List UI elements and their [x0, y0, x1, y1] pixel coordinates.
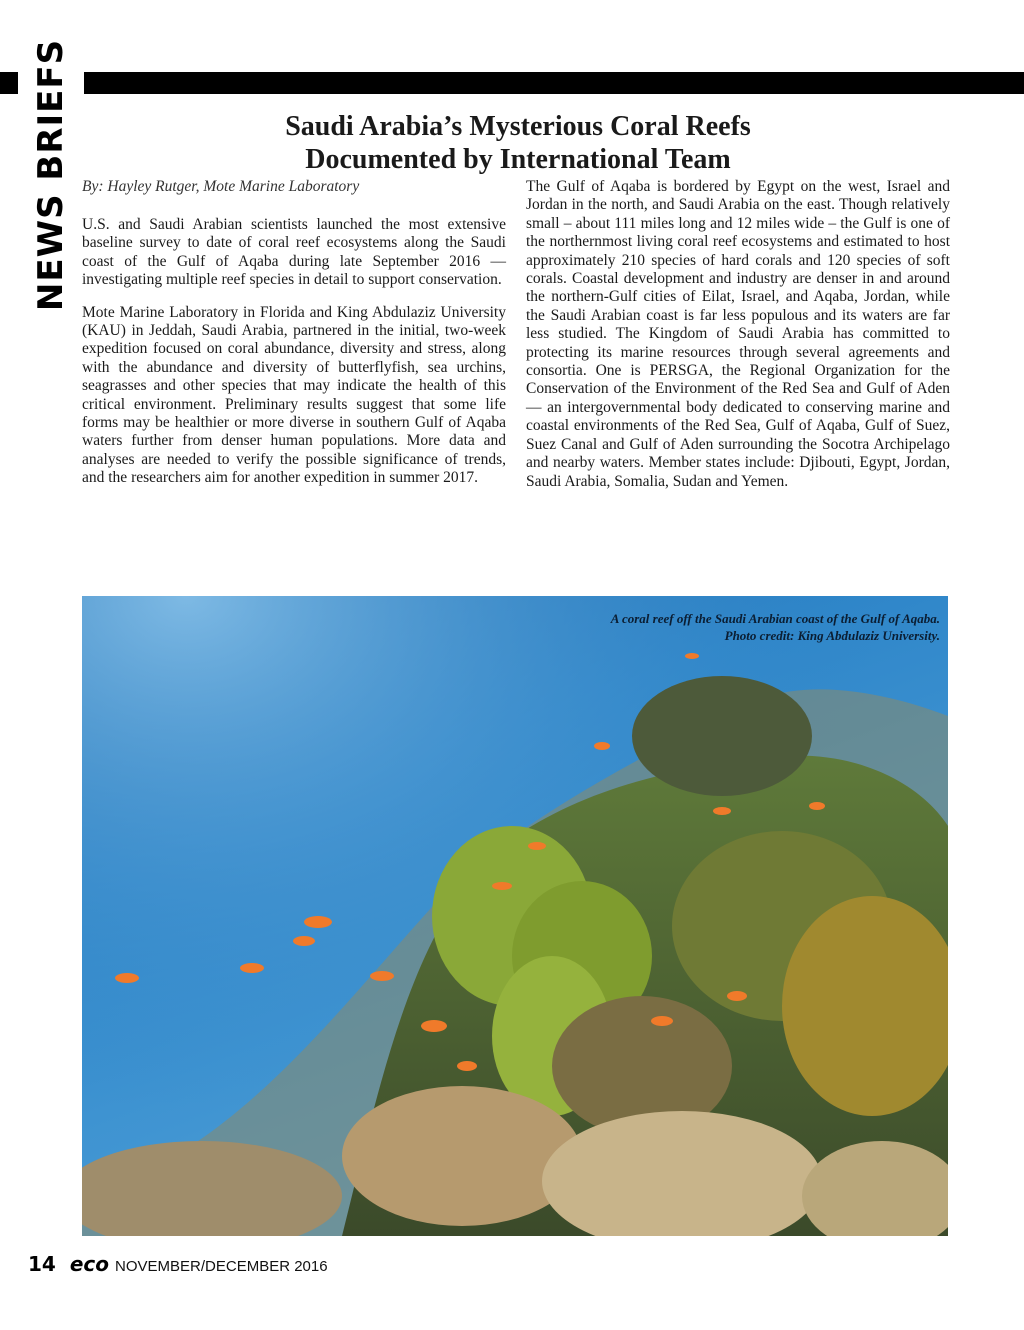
- article-title-line2: Documented by International Team: [305, 144, 731, 175]
- coral-reef-photo: [82, 596, 948, 1236]
- paragraph: Mote Marine Laboratory in Florida and King Abdulaziz University (KAU) in Jeddah, Saudi Arabia, partnered in the initial, two-week expedition focused on coral abundance, diversity and stress, along with the abundance and diversity of butterflyfish, sea urchins, seagrasses and other species that may indicate the health of this critical environment. Preliminary results suggest that some life forms may be healthier or more diverse in southern Gulf of Aqaba waters further from denser human populations. More data and analyses are needed to verify the possible significance of trends, and the researchers aim for another expedition in summer 2017.: [82, 303, 506, 487]
- photo-credit: Photo credit: King Abdulaziz University.: [724, 628, 940, 643]
- photo-caption: [611, 610, 940, 644]
- page-number: 14: [28, 1252, 56, 1276]
- article-title-line1: Saudi Arabia’s Mysterious Coral Reefs: [285, 111, 751, 142]
- issue-date: NOVEMBER/DECEMBER 2016: [115, 1258, 328, 1275]
- coral-reef-illustration: [82, 596, 948, 1236]
- caption-line: A coral reef off the Saudi Arabian coast of the Gulf of Aqaba.: [610, 611, 940, 626]
- page-footer: [28, 1252, 328, 1276]
- paragraph: The Gulf of Aqaba is bordered by Egypt on the west, Israel and Jordan in the north, and Saudi Arabia on the east. Though relatively small – about 111 miles long and 12 miles wide – the Gulf is one of the northernmost living coral reef ecosystems and estimated to host approximately 210 species of hard corals and 120 species of soft corals. Coastal development and industry are denser in and around the northern-Gulf cities of Eilat, Israel, and Aqaba, Jordan, while the Saudi Arabian coast is far less populous and its waters are far less studied. The Kingdom of Saudi Arabia has committed to protecting its marine resources through several agreements and consortia. One is PERSGA, the Regional Organization for the Conservation of the Environment of the Red Sea and Gulf of Aden — an intergovernmental body dedicated to conserving marine and coastal environments of the Red Sea, Gulf of Aqaba, Gulf of Suez, Suez Canal and Gulf of Aden surrounding the Socotra Archipelago and nearby waters. Member states include: Djibouti, Egypt, Jordan, Saudi Arabia, Somalia, Sudan and Yemen.: [526, 178, 950, 490]
- article-title: [160, 110, 876, 176]
- column-left: [82, 216, 506, 488]
- paragraph: U.S. and Saudi Arabian scientists launched the most extensive baseline survey to date of coral reef ecosystems along the Saudi coast of the Gulf of Aqaba during late September 2016 — investigating multiple reef species in detail to support conservation.: [82, 216, 506, 289]
- column-right: [526, 178, 950, 491]
- header-rule: [0, 72, 1024, 94]
- magazine-name: eco: [69, 1252, 110, 1276]
- section-label: [18, 10, 84, 340]
- byline: By: Hayley Rutger, Mote Marine Laboratory: [82, 178, 360, 195]
- section-label-text: NEWS BRIEFS: [31, 38, 71, 312]
